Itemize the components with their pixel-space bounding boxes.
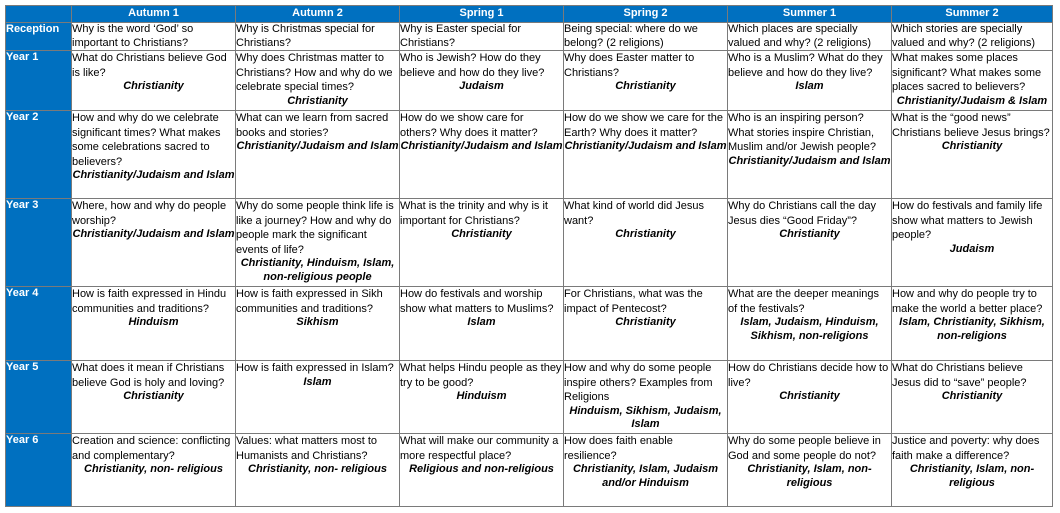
unit-religions: Christianity: [615, 316, 676, 329]
unit-question: How do we show care for others? Why does it matter?: [400, 112, 538, 139]
unit-cell-summer-2: [892, 287, 1053, 361]
unit-cell-autumn-1: [72, 287, 236, 361]
unit-cell-content: [564, 199, 727, 242]
unit-cell-content: [892, 361, 1052, 404]
unit-cell-content: [236, 111, 399, 154]
unit-question: Which stories are specially valued and why? (2 religions): [892, 23, 1036, 49]
unit-cell-content: [728, 111, 891, 168]
table-row: [6, 111, 1053, 199]
unit-religions: Judaism: [949, 242, 995, 255]
table-row: [6, 361, 1053, 434]
header-corner: [6, 6, 72, 23]
unit-religions: Christianity, non- religious: [248, 463, 387, 476]
unit-religions: Islam: [467, 316, 496, 329]
unit-cell-autumn-1: [72, 434, 236, 507]
unit-cell-autumn-2: [236, 51, 400, 111]
unit-cell-content: [728, 287, 891, 343]
unit-religions: Hinduism, Sikhism, Judaism, Islam: [569, 404, 722, 431]
unit-question: What are the deeper meanings of the festivals?: [728, 288, 880, 315]
unit-cell-content: [892, 51, 1052, 108]
unit-cell-content: [236, 434, 399, 477]
year-label: Year 6: [6, 434, 72, 507]
unit-cell-spring-2: [564, 361, 728, 434]
unit-question: What helps Hindu people as they try to be good?: [400, 362, 562, 389]
unit-cell-content: [564, 361, 727, 432]
unit-question: How do we show we care for the Earth? Why does it matter?: [564, 112, 723, 139]
table-row: [6, 199, 1053, 287]
unit-question: What do Christians believe God is like?: [72, 52, 227, 79]
unit-cell-autumn-2: [236, 434, 400, 507]
unit-cell-content: [400, 361, 563, 404]
unit-religions: Islam: [303, 375, 332, 388]
unit-cell-content: [400, 287, 563, 330]
unit-cell-spring-2: [564, 51, 728, 111]
unit-question: What do Christians believe Jesus did to “save” people?: [892, 362, 1027, 389]
unit-religions: Christianity: [123, 80, 184, 93]
unit-question: Who is Jewish? How do they believe and how do they live?: [400, 52, 545, 79]
unit-cell-autumn-2: [236, 111, 400, 199]
unit-religions: Christianity: [779, 390, 840, 403]
unit-cell-content: [892, 287, 1052, 343]
unit-question: Justice and poverty: why does faith make a difference?: [892, 435, 1040, 462]
unit-cell-spring-2: [564, 199, 728, 287]
unit-cell-autumn-2: [236, 23, 400, 51]
unit-religions: Christianity: [615, 228, 676, 241]
unit-religions: Christianity, Hinduism, Islam, non-religious people: [240, 257, 395, 283]
unit-question: Why is the word ‘God’ so important to Christians?: [72, 23, 194, 49]
unit-question: Why do some people believe in God and some people do not?: [728, 435, 881, 462]
unit-cell-autumn-2: [236, 287, 400, 361]
unit-cell-summer-2: [892, 111, 1053, 199]
unit-question: How and why do people try to make the world a better place?: [892, 288, 1043, 315]
unit-cell-summer-2: [892, 51, 1053, 111]
unit-cell-spring-1: [400, 23, 564, 51]
unit-question: What is the trinity and why is it important for Christians?: [400, 200, 548, 227]
unit-question: How is faith expressed in Hindu communities and traditions?: [72, 288, 227, 315]
header-summer-2: Summer 2: [892, 6, 1053, 23]
unit-cell-autumn-1: [72, 23, 236, 51]
unit-question: Why do Christians call the day Jesus dies “Good Friday”?: [728, 200, 876, 227]
unit-question: How does faith enable resilience?: [564, 435, 673, 462]
unit-cell-autumn-1: [72, 361, 236, 434]
year-label: Year 1: [6, 51, 72, 111]
unit-question: Why does Easter matter to Christians?: [564, 52, 695, 79]
unit-cell-content: [236, 361, 399, 389]
unit-question: Why does Christmas matter to Christians? How and why do we celebrate special times?: [236, 52, 393, 94]
unit-question: How do festivals and worship show what matters to Muslims?: [400, 288, 554, 315]
unit-cell-content: [400, 51, 563, 94]
unit-religions: Christianity: [287, 94, 348, 107]
unit-cell-content: [564, 434, 727, 490]
unit-cell-spring-1: [400, 199, 564, 287]
unit-cell-autumn-1: [72, 199, 236, 287]
year-label: Year 5: [6, 361, 72, 434]
unit-cell-summer-1: [728, 434, 892, 507]
unit-religions: Hinduism: [456, 390, 507, 403]
unit-cell-summer-1: [728, 111, 892, 199]
unit-question: What can we learn from sacred books and stories?: [236, 112, 389, 139]
unit-question: Where, how and why do people worship?: [72, 200, 227, 227]
unit-religions: Christianity/Judaism and Islam: [728, 154, 891, 167]
unit-cell-content: [400, 434, 563, 477]
year-label: Reception: [6, 23, 72, 51]
table-row: [6, 287, 1053, 361]
unit-cell-spring-2: [564, 287, 728, 361]
unit-cell-content: [72, 287, 235, 330]
unit-question: Why do some people think life is like a journey? How and why do people mark the significant events of life?: [236, 200, 394, 256]
curriculum-table: [5, 5, 1053, 507]
unit-cell-spring-2: [564, 111, 728, 199]
unit-religions: Islam, Judaism, Hinduism, Sikhism, non-religions: [740, 316, 879, 342]
unit-cell-content: [564, 51, 727, 94]
header-spring-1: Spring 1: [400, 6, 564, 23]
unit-cell-content: [400, 111, 563, 154]
unit-cell-content: [728, 23, 891, 50]
unit-cell-content: [564, 287, 727, 330]
unit-religions: Christianity/Judaism & Islam: [896, 94, 1048, 107]
unit-cell-content: [236, 51, 399, 108]
unit-cell-summer-1: [728, 199, 892, 287]
unit-cell-content: [236, 287, 399, 330]
unit-question: What is the “good news” Christians believe Jesus brings?: [892, 112, 1050, 139]
unit-question: How and why do we celebrate significant times? What makes some celebrations sacred to believers?: [72, 112, 221, 168]
unit-cell-content: [72, 51, 235, 94]
header-spring-2: Spring 2: [564, 6, 728, 23]
unit-cell-content: [72, 199, 235, 242]
unit-cell-content: [72, 434, 235, 477]
unit-question: How and why do some people inspire others? Examples from Religions: [564, 362, 713, 404]
unit-cell-summer-1: [728, 287, 892, 361]
unit-cell-summer-1: [728, 51, 892, 111]
unit-religions: Hinduism: [128, 316, 179, 329]
unit-question: Who is a Muslim? What do they believe and how do they live?: [728, 52, 883, 79]
table-row: [6, 434, 1053, 507]
unit-religions: Religious and non-religious: [409, 463, 554, 476]
unit-cell-summer-1: [728, 361, 892, 434]
table-row: [6, 51, 1053, 111]
unit-question: For Christians, what was the impact of Pentecost?: [564, 288, 703, 315]
unit-question: Values: what matters most to Humanists and Christians?: [236, 435, 378, 462]
unit-question: What makes some places significant? What makes some places sacred to believers?: [892, 52, 1042, 94]
unit-cell-content: [400, 23, 563, 50]
unit-cell-spring-1: [400, 287, 564, 361]
unit-religions: Christianity: [123, 390, 184, 403]
unit-religions: Sikhism: [296, 316, 339, 329]
unit-cell-content: [892, 199, 1052, 256]
unit-cell-content: [400, 199, 563, 242]
unit-question: How do Christians decide how to live?: [728, 362, 889, 389]
unit-cell-spring-2: [564, 434, 728, 507]
unit-religions: Christianity, Islam, non-religious: [747, 463, 872, 489]
unit-question: How is faith expressed in Islam?: [236, 362, 394, 374]
unit-question: Why is Christmas special for Christians?: [236, 23, 375, 49]
header-autumn-2: Autumn 2: [236, 6, 400, 23]
unit-cell-content: [728, 51, 891, 94]
unit-religions: Christianity/Judaism and Islam: [564, 140, 727, 153]
header-row: [6, 6, 1053, 23]
unit-cell-content: [564, 23, 727, 50]
unit-question: What will make our community a more respectful place?: [400, 435, 559, 462]
unit-cell-summer-2: [892, 361, 1053, 434]
unit-religions: Christianity: [941, 140, 1003, 153]
unit-religions: Judaism: [459, 80, 504, 93]
year-label: Year 4: [6, 287, 72, 361]
unit-cell-content: [728, 199, 891, 242]
unit-question: What does it mean if Christians believe God is holy and loving?: [72, 362, 225, 389]
unit-cell-content: [728, 434, 891, 490]
unit-cell-autumn-2: [236, 199, 400, 287]
unit-cell-summer-2: [892, 434, 1053, 507]
unit-cell-content: [892, 111, 1052, 154]
unit-question: Creation and science: conflicting and complementary?: [72, 435, 231, 462]
unit-question: How is faith expressed in Sikh communities and traditions?: [236, 288, 383, 315]
unit-question: Who is an inspiring person? What stories inspire Christian, Muslim and/or Jewish people?: [728, 112, 876, 154]
unit-religions: Christianity/Judaism and Islam: [72, 228, 235, 241]
unit-religions: Christianity: [779, 228, 840, 241]
unit-religions: Christianity: [451, 228, 512, 241]
unit-cell-autumn-2: [236, 361, 400, 434]
unit-cell-summer-2: [892, 199, 1053, 287]
unit-religions: Christianity/Judaism and Islam: [236, 140, 399, 153]
unit-cell-autumn-1: [72, 51, 236, 111]
unit-religions: Islam: [795, 80, 824, 93]
unit-question: Why is Easter special for Christians?: [400, 23, 522, 49]
unit-cell-content: [892, 23, 1052, 50]
unit-cell-content: [236, 199, 399, 284]
header-summer-1: Summer 1: [728, 6, 892, 23]
unit-cell-content: [72, 23, 235, 50]
unit-religions: Christianity: [941, 390, 1003, 403]
unit-cell-spring-1: [400, 111, 564, 199]
unit-cell-spring-1: [400, 434, 564, 507]
unit-religions: Christianity/Judaism and Islam: [400, 140, 563, 153]
table-row: [6, 23, 1053, 51]
unit-cell-content: [72, 111, 235, 183]
unit-cell-content: [564, 111, 727, 154]
unit-cell-spring-1: [400, 361, 564, 434]
unit-question: What kind of world did Jesus want?: [564, 200, 705, 227]
unit-cell-spring-1: [400, 51, 564, 111]
unit-cell-content: [728, 361, 891, 404]
unit-religions: Christianity, Islam, non-religious: [909, 463, 1035, 489]
unit-cell-summer-2: [892, 23, 1053, 51]
unit-cell-content: [236, 23, 399, 50]
unit-question: Which places are specially valued and why? (2 religions): [728, 23, 872, 49]
unit-cell-content: [72, 361, 235, 404]
unit-question: Being special: where do we belong? (2 religions): [564, 23, 698, 49]
header-autumn-1: Autumn 1: [72, 6, 236, 23]
unit-question: How do festivals and family life show what matters to Jewish people?: [892, 200, 1043, 242]
unit-religions: Christianity, non- religious: [84, 463, 223, 476]
unit-cell-spring-2: [564, 23, 728, 51]
unit-religions: Christianity/Judaism and Islam: [72, 169, 235, 182]
unit-religions: Christianity: [615, 80, 676, 93]
unit-cell-content: [892, 434, 1052, 490]
unit-religions: Islam, Christianity, Sikhism, non-religions: [899, 316, 1045, 342]
unit-religions: Christianity, Islam, Judaism and/or Hinduism: [572, 463, 719, 489]
year-label: Year 3: [6, 199, 72, 287]
unit-cell-autumn-1: [72, 111, 236, 199]
year-label: Year 2: [6, 111, 72, 199]
unit-cell-summer-1: [728, 23, 892, 51]
